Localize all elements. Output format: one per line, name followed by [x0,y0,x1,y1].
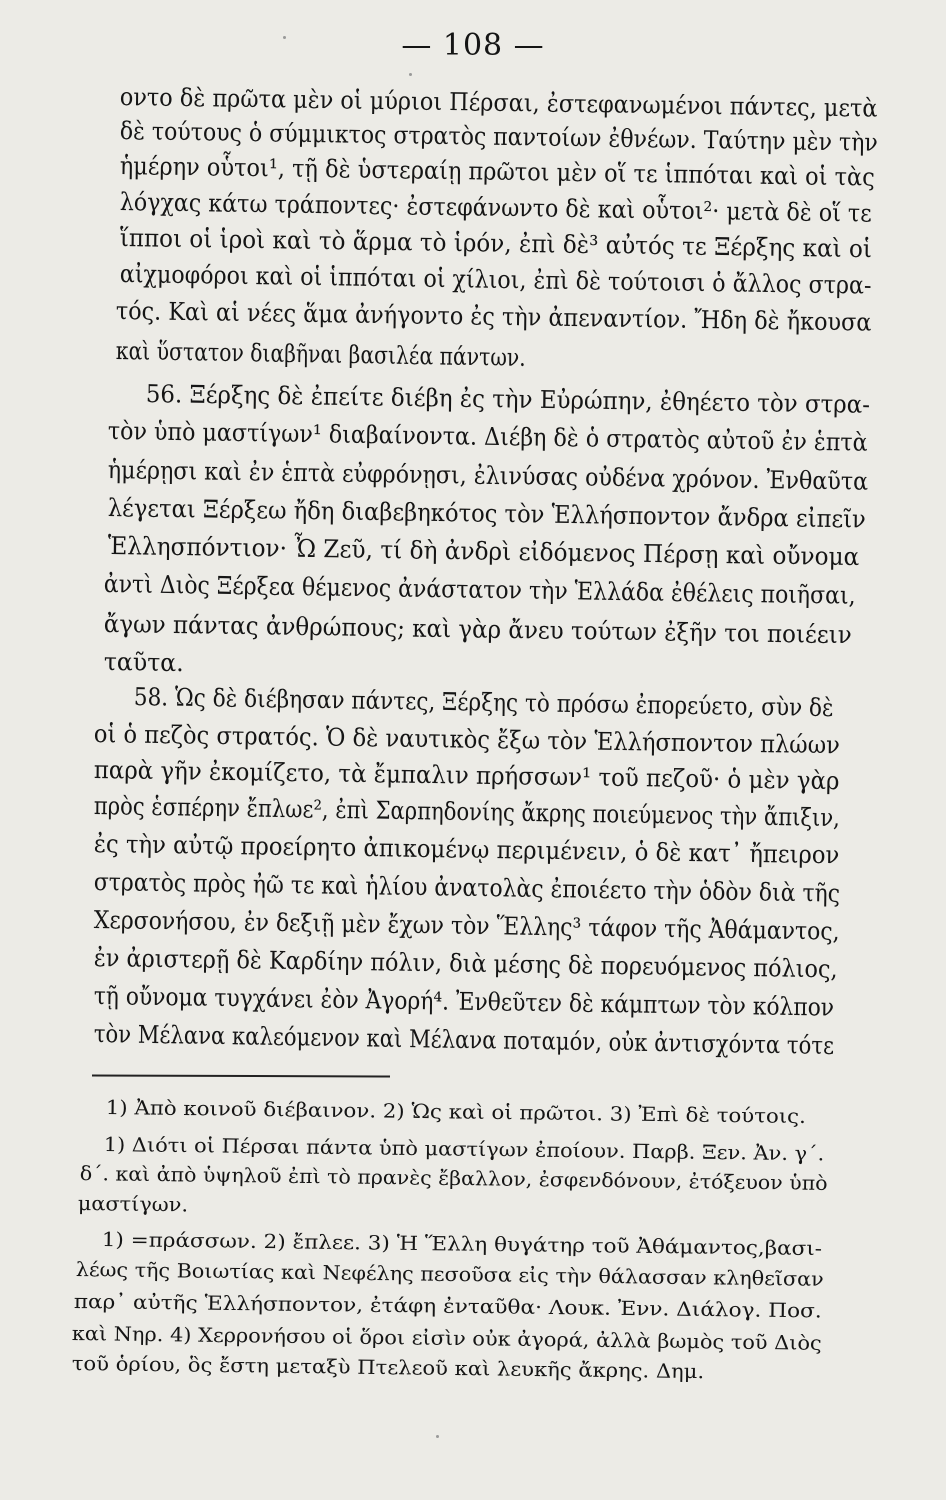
text-line: ἡμέρῃσι καὶ ἐν ἑπτὰ εὐφρόνῃσι, ἐλινύσας οὐδένα χρόνον. Ἐνθαῦτα [107,455,869,496]
text-line: ἐν ἀριστερῇ δὲ Καρδίην πόλιν, διὰ μέσης δὲ πορευόμενος πόλιος, [93,943,838,984]
footnote-line: λέως τῆς Βοιωτίας καὶ Νεφέλης πεσοῦσα εἰς τὴν θάλασσαν κληθεῖσαν [75,1258,824,1291]
footnote-line: 1) Διότι οἱ Πέρσαι πάντα ὑπὸ μαστίγων ἐποίουν. Παρβ. Ξεν. Ἀν. γ΄. [103,1133,825,1166]
text-line: στρατὸς πρὸς ἠῶ τε καὶ ἡλίου ἀνατολὰς ἐποιέετο τὴν ὁδὸν διὰ τῆς [93,867,841,908]
text-line: καὶ ὕστατον διαβῆναι βασιλέα πάντων. [115,336,526,372]
text-line: οἱ ὁ πεζὸς στρατός. Ὁ δὲ ναυτικὸς ἔξω τὸν Ἑλλήσποντον πλώων [93,719,841,760]
text-line: ἀντὶ Διὸς Ξέρξεα θέμενος ἀνάστατον τὴν Ἑλλάδα ἐθέλεις ποιῆσαι, [103,569,856,610]
footnote-line: 1) =πράσσων. 2) ἔπλεε. 3) Ἡ Ἕλλη θυγάτηρ τοῦ Ἀθάμαντος,βασι- [101,1228,823,1261]
text-line: τῇ οὔνομα τυγχάνει ἐὸν Ἀγορή⁴. Ἐνθεῦτεν δὲ κάμπτων τὸν κόλπον [93,981,835,1022]
text-line: παρὰ γῆν ἐκομίζετο, τὰ ἔμπαλιν πρήσσων¹ τοῦ πεζοῦ· ὁ μὲν γὰρ [93,755,840,796]
text-line: αἰχμοφόροι καὶ οἱ ἱππόται οἱ χίλιοι, ἐπὶ δὲ τούτοισι ὁ ἄλλος στρα- [119,259,872,300]
footnote-line: μαστίγων. [77,1192,189,1217]
footnote-line: τοῦ ὁρίου, ὃς ἔστη μεταξὺ Πτελεοῦ καὶ λευκῆς ἄκρης. Δημ. [71,1352,705,1384]
section-58-start: 58. Ὡς δὲ διέβησαν πάντες, Ξέρξης τὸ πρόσω ἐπορεύετο, σὺν δὲ [133,682,834,723]
text-line: δὲ τούτους ὁ σύμμικτος στρατὸς παντοίων ἐθνέων. Ταύτην μὲν τὴν [119,116,878,157]
paper-speck [436,1435,439,1438]
paper-speck [409,73,412,76]
section-56-start: 56. Ξέρξης δὲ ἐπείτε διέβη ἐς τὴν Εὐρώπην, ἐθηέετο τὸν στρα- [145,379,871,419]
text-line: τὸν ὑπὸ μαστίγων¹ διαβαίνοντα. Διέβη δὲ ὁ στρατὸς αὐτοῦ ἐν ἑπτὰ [107,416,868,457]
text-line: ἡμέρην οὗτοι¹, τῇ δὲ ὑστεραίῃ πρῶτοι μὲν οἵ τε ἱππόται καὶ οἱ τὰς [119,151,875,192]
text-line: ἄγων πάντας ἀνθρώπους; καὶ γὰρ ἄνευ τούτων ἐξῆν τοι ποιέειν [103,609,852,650]
text-line: Ἑλλησπόντιον· Ὦ Ζεῦ, τί δὴ ἀνδρὶ εἰδόμενος Πέρσῃ καὶ οὔνομα [107,531,860,572]
text-line: πρὸς ἑσπέρην ἔπλωε², ἐπὶ Σαρπηδονίης ἄκρης ποιεύμενος τὴν ἄπιξιν, [93,791,841,833]
text-line: λέγεται Ξέρξεω ἤδη διαβεβηκότος τὸν Ἑλλήσποντον ἄνδρα εἰπεῖν [107,493,866,534]
footnote-line: δ΄. καὶ ἀπὸ ὑψηλοῦ ἐπὶ τὸ πρανὲς ἔβαλλον, ἐσφενδόνουν, ἐτόξευον ὑπὸ [79,1162,828,1195]
text-line: τός. Καὶ αἱ νέες ἅμα ἀνήγοντο ἐς τὴν ἀπεναντίον. Ἤδη δὲ ἤκουσα [115,296,872,337]
text-line: τὸν Μέλανα καλεόμενον καὶ Μέλανα ποταμόν, οὐκ ἀντισχόντα τότε [93,1019,835,1060]
footnote-line: παρ᾽ αὐτῆς Ἑλλήσποντον, ἐτάφη ἐνταῦθα· Λουκ. Ἐνν. Διάλογ. Ποσ. [73,1290,822,1323]
footnote-line: 1) Ἀπὸ κοινοῦ διέβαινον. 2) Ὡς καὶ οἱ πρῶτοι. 3) Ἐπὶ δὲ τούτοις. [105,1096,807,1128]
text-line: οντο δὲ πρῶτα μὲν οἱ μύριοι Πέρσαι, ἐστεφανωμένοι πάντες, μετὰ [119,82,878,123]
paper-speck [283,36,286,39]
page-number: — 108 — [401,28,545,63]
text-line: Χερσονήσου, ἐν δεξιῇ μὲν ἔχων τὸν Ἕλλης³ τάφον τῆς Ἀθάμαντος, [93,905,840,946]
footnote-line: καὶ Νηρ. 4) Χερρονήσου οἱ ὅροι εἰσὶν οὐκ ἀγορά, ἀλλὰ βωμὸς τοῦ Διὸς [71,1322,822,1355]
text-line: ταῦτα. [103,647,184,678]
text-line: ἵπποι οἱ ἱροὶ καὶ τὸ ἅρμα τὸ ἱρόν, ἐπὶ δὲ³ αὐτός τε Ξέρξης καὶ οἱ [119,223,873,264]
text-line: ἐς τὴν αὐτῷ προείρητο ἀπικομένῳ περιμένειν, ὁ δὲ κατ᾽ ἤπειρον [93,829,840,870]
text-line: λόγχας κάτω τράποντες· ἐστεφάνωντο δὲ καὶ οὗτοι²· μετὰ δὲ οἵ τε [119,187,872,228]
